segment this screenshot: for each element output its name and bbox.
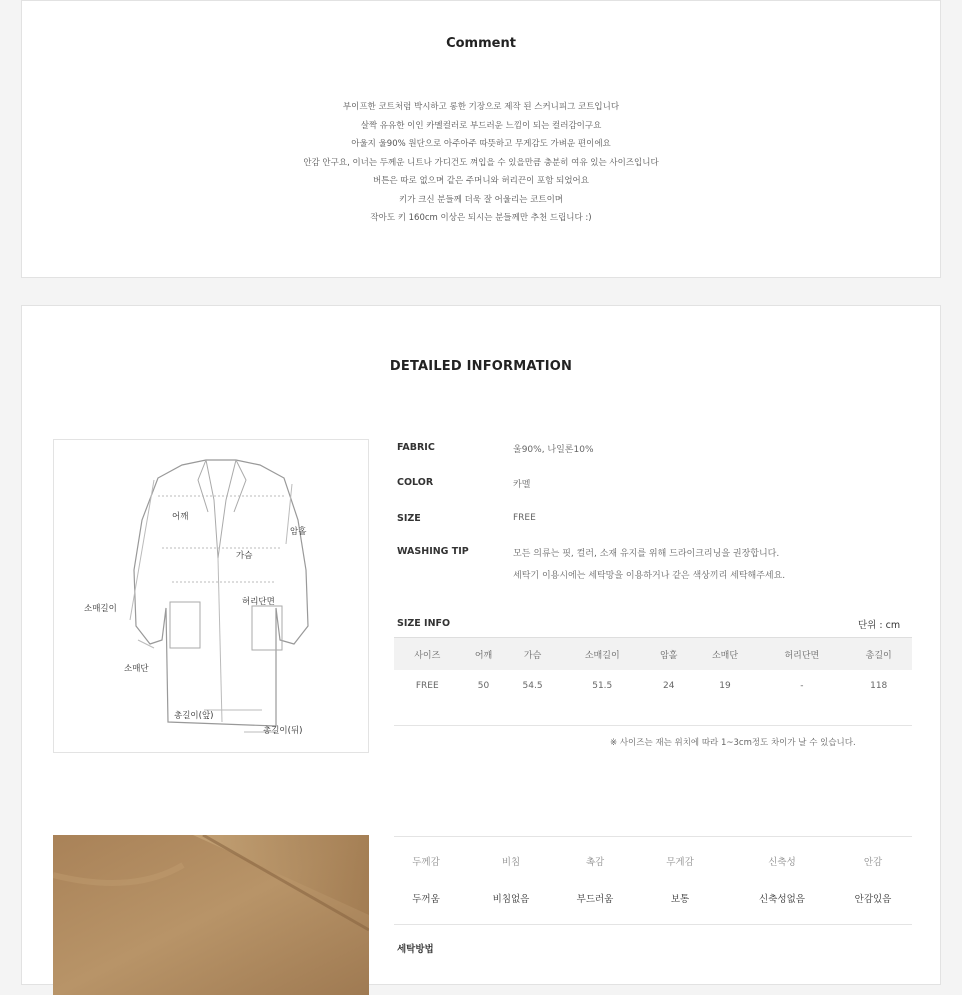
property-value-stretch: 신축성없음 — [759, 894, 805, 905]
size-table-cell: 24 — [663, 681, 675, 691]
property-head-sheerness: 비침 — [501, 857, 521, 868]
size-table-cell: - — [800, 681, 804, 691]
diagram-label-cuff: 소매단 — [124, 664, 149, 674]
property-head-lining: 안감 — [863, 857, 883, 868]
property-value-sheerness: 비침없음 — [492, 894, 530, 905]
property-head-stretch: 신축성 — [768, 857, 796, 868]
size-info-label: SIZE INFO — [397, 618, 451, 629]
size-table-header: 암홀 — [646, 638, 692, 671]
spec-label-color: COLOR — [397, 477, 434, 488]
size-table-header: 총길이 — [845, 638, 912, 671]
size-table-cell: 118 — [870, 681, 888, 691]
spec-value-washing-tip-2: 세탁기 이용시에는 세탁망을 이용하거나 같은 색상끼리 세탁해주세요. — [513, 571, 786, 581]
spec-value-washing-tip: 모든 의류는 핏, 컬러, 소재 유지를 위해 드라이크리닝을 권장합니다. — [513, 549, 780, 559]
comment-line: 살짝 유유한 이인 카멜컬러로 부드러운 느낌이 되는 컬러감이구요 — [360, 120, 602, 131]
spec-value-fabric: 울90%, 나일론10% — [513, 445, 594, 455]
unit-label: 단위 : cm — [858, 620, 901, 631]
property-head-touch: 촉감 — [585, 857, 605, 868]
divider — [394, 725, 912, 726]
fabric-closeup-photo — [53, 835, 369, 995]
comment-line: 부이프한 코트처럼 박시하고 롱한 기장으로 제작 된 스커니피그 코트입니다 — [342, 102, 620, 112]
fabric-texture-image — [53, 835, 369, 995]
measurement-diagram — [53, 439, 369, 753]
diagram-label-waist: 허리단면 — [242, 597, 275, 607]
comment-text — [22, 98, 940, 228]
size-table-header: 소매길이 — [559, 638, 646, 671]
spec-value-color: 카멜 — [513, 480, 531, 490]
size-table-cell: 19 — [719, 681, 731, 691]
diagram-label-total-back: 총길이(뒤) — [263, 726, 303, 736]
size-table-cell: FREE — [415, 681, 439, 691]
detail-section — [21, 305, 941, 985]
property-head-weight: 무게감 — [666, 857, 694, 868]
comment-line: 아울지 울90% 원단으로 아주아주 따뜻하고 무게감도 가벼운 편이에요 — [351, 139, 611, 149]
size-table-header: 소매단 — [692, 638, 759, 671]
comment-line: 안감 안구요, 이너는 두께운 니트나 가디건도 껴입을 수 있을만큼 충분히 여유 있는 사이즈입니다 — [303, 157, 659, 168]
property-head-thickness: 두께감 — [412, 857, 440, 868]
table-row — [394, 670, 912, 702]
diagram-label-total-front: 총길이(앞) — [174, 711, 214, 721]
size-table-cell: 54.5 — [522, 681, 543, 691]
diagram-label-armhole: 암홀 — [290, 527, 307, 537]
property-value-thickness: 두꺼움 — [412, 894, 440, 905]
divider — [394, 836, 912, 837]
property-value-touch: 부드러움 — [576, 894, 614, 905]
size-table-header: 허리단면 — [758, 638, 845, 671]
size-note: ※ 사이즈는 재는 위치에 따라 1~3cm정도 차이가 날 수 있습니다. — [610, 738, 856, 748]
size-table — [394, 637, 912, 702]
comment-line: 버튼은 따로 없으며 같은 주머니와 허리끈이 포함 되었어요 — [373, 176, 589, 186]
divider — [394, 924, 912, 925]
spec-label-washing-tip: WASHING TIP — [397, 546, 469, 557]
diagram-label-sleeve-length: 소매길이 — [84, 604, 117, 614]
spec-label-size: SIZE — [397, 513, 421, 524]
size-table-header: 어깨 — [461, 638, 507, 671]
detail-title: DETAILED INFORMATION — [389, 359, 573, 374]
size-table-cell: 50 — [477, 681, 490, 691]
coat-outline-illustration — [54, 440, 368, 752]
diagram-label-chest: 가슴 — [236, 551, 253, 561]
comment-section — [21, 0, 941, 278]
comment-title: Comment — [446, 36, 516, 51]
spec-value-size: FREE — [513, 513, 536, 523]
size-table-header-row — [394, 638, 912, 671]
comment-line: 작아도 키 160cm 이상은 되시는 분들께만 추천 드립니다 :) — [370, 213, 592, 223]
size-table-header: 가슴 — [506, 638, 558, 671]
property-value-weight: 보통 — [670, 894, 690, 905]
size-table-cell: 51.5 — [592, 681, 613, 691]
diagram-label-shoulder: 어깨 — [172, 512, 189, 522]
comment-line: 키가 크신 분들께 더욱 잘 어울리는 코트이며 — [398, 194, 563, 205]
property-value-lining: 안감있음 — [854, 894, 892, 905]
wash-method-label: 세탁방법 — [397, 944, 434, 955]
spec-label-fabric: FABRIC — [397, 442, 435, 453]
size-table-header: 사이즈 — [394, 638, 461, 671]
